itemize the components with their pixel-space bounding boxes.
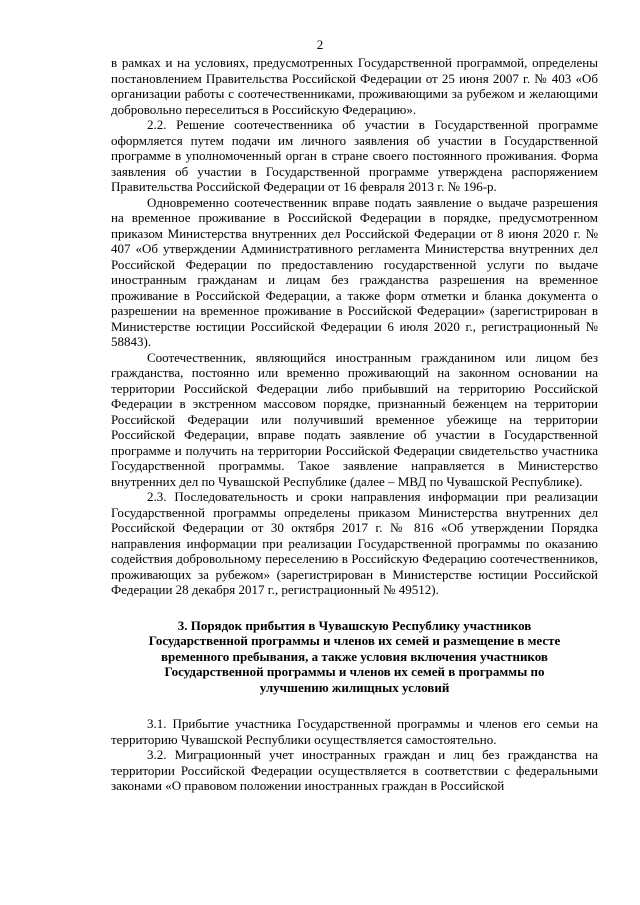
paragraph-continuation: в рамках и на условиях, предусмотренных Государственной программой, определены постановлением Правительства Российской Федерации от 25 июня 2007 г. № 403 «Об организации работы с соотечественниками, проживающими за рубежом и желающими добровольно переселиться в Российскую Федерацию».	[111, 55, 598, 117]
section-heading: 3. Порядок прибытия в Чувашскую Республику участников Государственной программы и членов их семей и размещение в месте временного пребывания, а также условия включения участников Государственной программы и членов их семей в программы по улучшению жилищных условий	[148, 617, 561, 695]
paragraph-compatriot-foreigner: Соотечественник, являющийся иностранным гражданином или лицом без гражданства, постоянно или временно проживающий на законном основании на территории Российской Федерации либо прибывший на территорию Российской Федерации в экстренном массовом порядке, признанный беженцем на территории Российской Федерации или получивший временное убежище на территории Российской Федерации, вправе подать заявление об участии в Государственной программе и получить на территории Российской Федерации свидетельство участника Государственной программы. Такое заявление направляется в Министерство внутренних дел по Чувашской Республике (далее – МВД по Чувашской Республике).	[111, 349, 598, 489]
paragraph-2-2: 2.2. Решение соотечественника об участии в Государственной программе оформляется путем подачи им личного заявления об участии в Государственной программе в уполномоченный орган в стране своего постоянного проживания. Форма заявления об участии в Государственной программе утверждена распоряжением Правительства Российской Федерации от 16 февраля 2013 г. № 196-р.	[111, 117, 598, 194]
document-body	[111, 55, 598, 794]
paragraph-3-2: 3.2. Миграционный учет иностранных граждан и лиц без гражданства на территории Российской Федерации осуществляется в соответствии с федеральными законами «О правовом положении иностранных граждан в Российской	[111, 747, 598, 793]
paragraph-temporary-residence: Одновременно соотечественник вправе подать заявление о выдаче разрешения на временное проживание в Российской Федерации в порядке, предусмотренном приказом Министерства внутренних дел Российской Федерации от 8 июня 2020 г. № 407 «Об утверждении Административного регламента Министерства внутренних дел Российской Федерации по предоставлению государственной услуги по выдаче иностранным гражданам и лицам без гражданства разрешения на временное проживание в Российской Федерации, а также форм отметки и бланка документа о разрешении на временное проживание в Российской Федерации» (зарегистрирован в Министерстве юстиции Российской Федерации 6 июля 2020 г., регистрационный № 58843).	[111, 194, 598, 349]
paragraph-3-1: 3.1. Прибытие участника Государственной программы и членов его семьи на территорию Чувашской Республики осуществляется самостоятельно.	[111, 716, 598, 747]
page-number: 2	[316, 37, 324, 52]
paragraph-2-3: 2.3. Последовательность и сроки направления информации при реализации Государственной программы определены приказом Министерства внутренних дел Российской Федерации от 30 октября 2017 г. № 816 «Об утверждении Порядка направления информации при реализации Государственной программы по оказанию содействия добровольному переселению в Российскую Федерацию соотечественников, проживающих за рубежом» (зарегистрирован в Министерстве юстиции Российской Федерации 28 декабря 2017 г., регистрационный № 49512).	[111, 489, 598, 597]
